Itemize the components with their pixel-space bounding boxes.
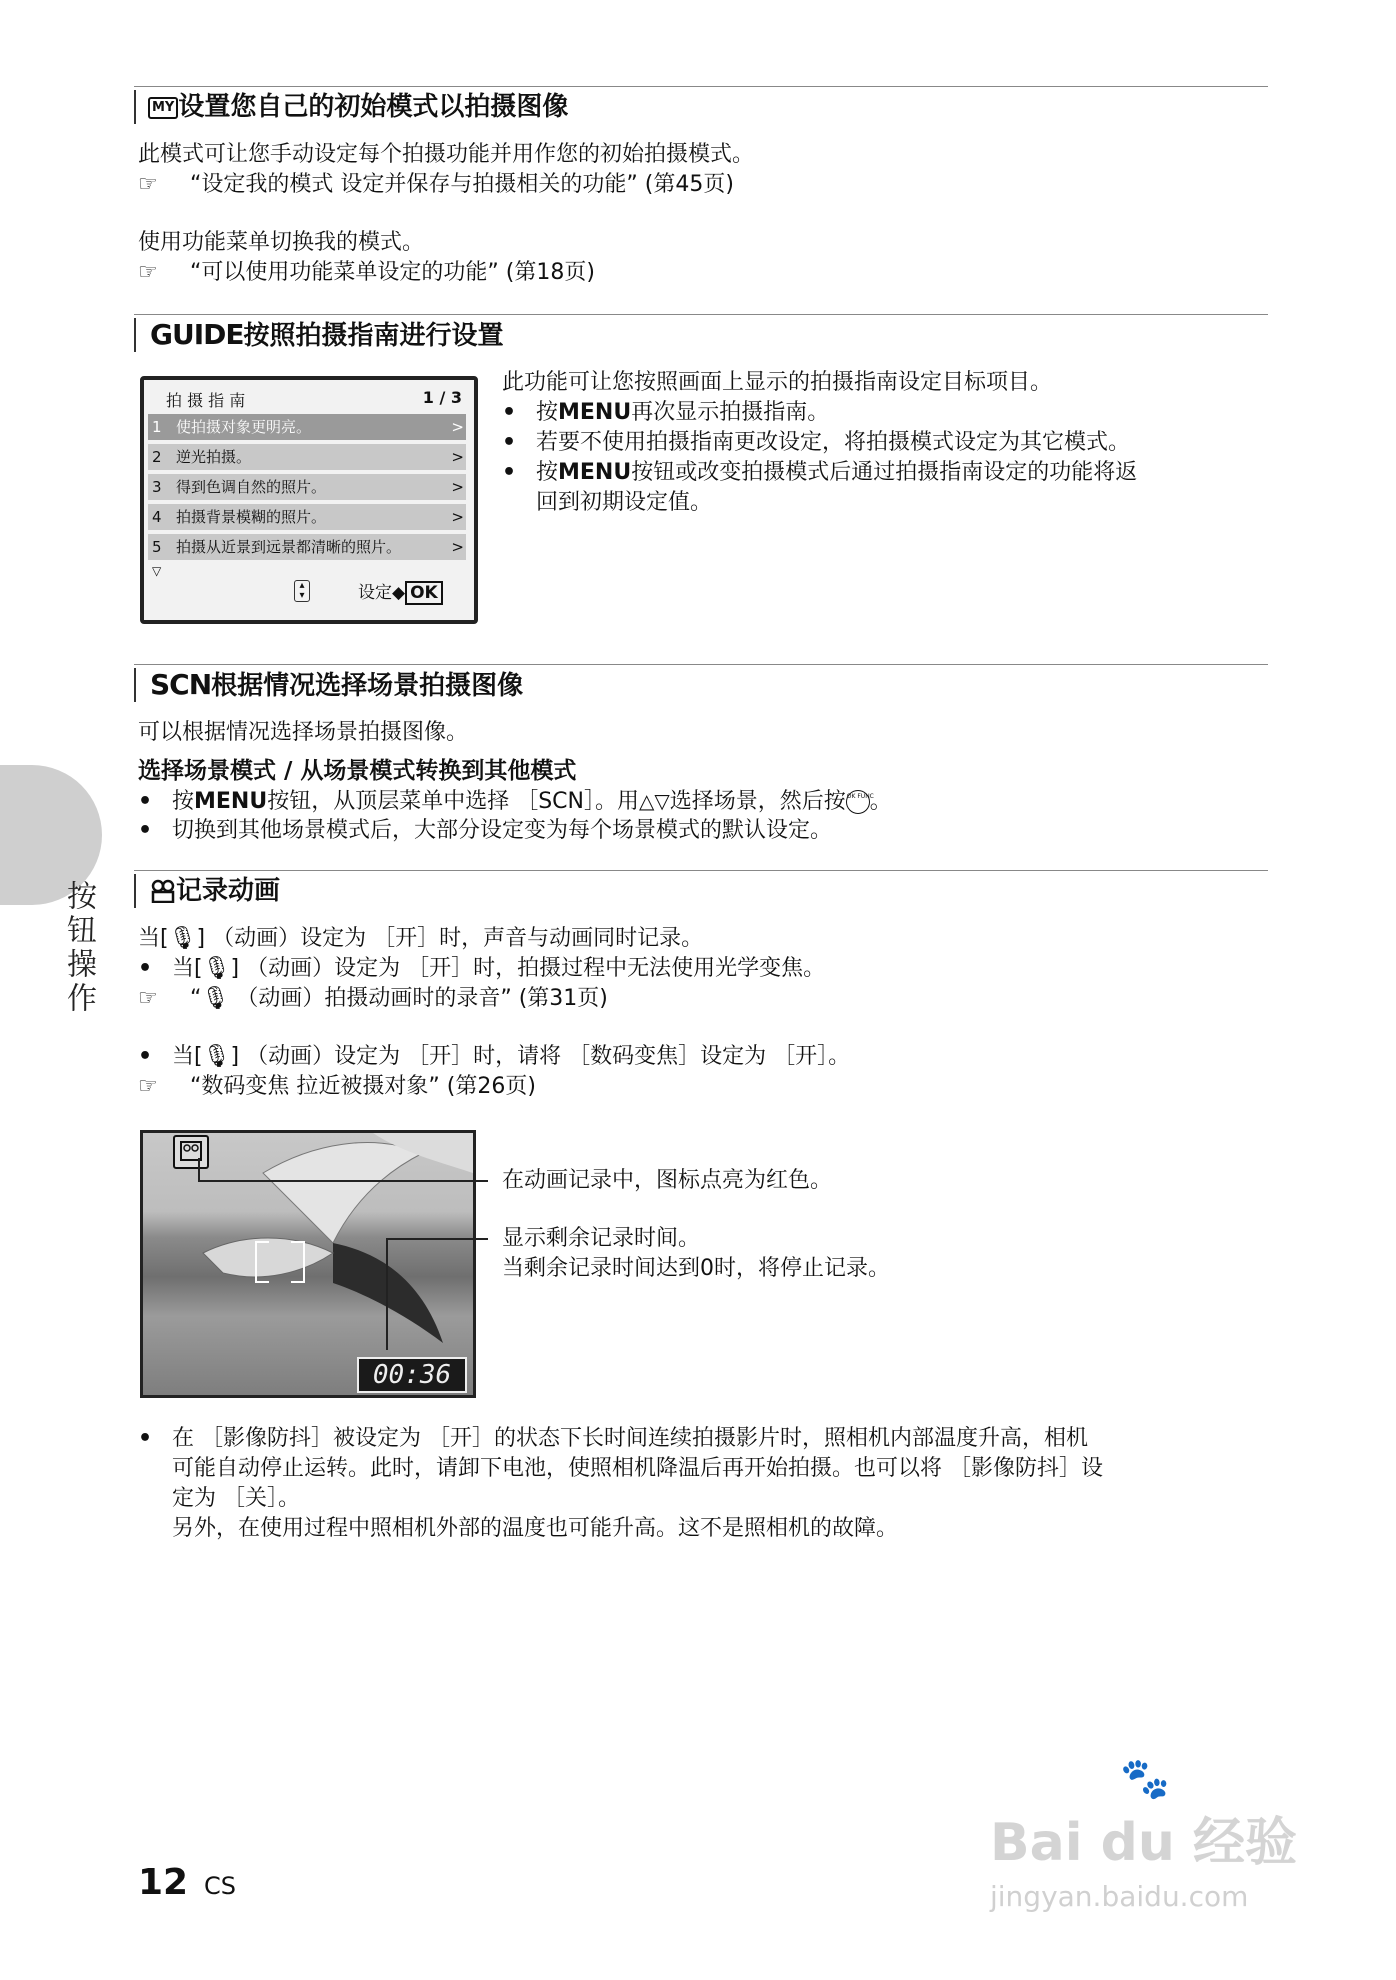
reference-hand-icon: ☞ <box>138 260 158 285</box>
watermark-url: jingyan.baidu.com <box>990 1880 1249 1913</box>
movie-record-icon <box>173 1135 209 1169</box>
section-rule <box>134 314 1268 315</box>
menu-key-label: MENU <box>194 789 268 814</box>
side-tab-label: 按钮操作 <box>61 880 96 1016</box>
guide-item-3[interactable]: 3 得到色调自然的照片。 > <box>148 474 466 500</box>
movie-callout-2a: 显示剩余记录时间。 <box>502 1226 701 1251</box>
scn-subhead: 选择场景模式 / 从场景模式转换到其他模式 <box>138 758 577 784</box>
reference-hand-icon: ☞ <box>138 172 158 197</box>
scn-bullet-1: • 按MENU按钮，从顶层菜单中选择 ［SCN］。用△▽选择场景，然后按OK FUNC。 <box>138 789 892 814</box>
page-number: 12 <box>138 1862 189 1903</box>
ok-func-button-icon: OK FUNC <box>846 790 870 814</box>
callout-line <box>386 1238 388 1350</box>
movie-note-bullet: • 在 ［影像防抖］被设定为 ［开］的状态下长时间连续拍摄影片时，照相机内部温度升高，相机 <box>138 1426 1088 1451</box>
scn-title: 根据情况选择场景拍摄图像 <box>211 671 524 701</box>
chevron-right-icon: > <box>451 508 464 526</box>
menu-key-label: MENU <box>558 400 632 425</box>
movie-note-line-4: 另外，在使用过程中照相机外部的温度也可能升高。这不是照相机的故障。 <box>172 1516 899 1541</box>
mymode-ref2[interactable]: ☞ “可以使用功能菜单设定的功能” (第18页) <box>138 258 595 288</box>
movie-header <box>150 874 280 908</box>
my-mode-icon: MY <box>148 97 178 119</box>
guide-item-1[interactable]: 1 使拍摄对象更明亮。 > <box>148 414 466 440</box>
movie-note-line-3: 定为 ［关］。 <box>172 1486 300 1511</box>
movie-callout-2b: 当剩余记录时间达到0时，将停止记录。 <box>502 1256 890 1281</box>
reference-hand-icon: ☞ <box>138 1074 158 1099</box>
section-bar <box>134 874 136 908</box>
up-down-icon: ▴ ▾ <box>294 580 310 602</box>
guide-bullet-3-cont: 回到初期设定值。 <box>536 490 713 515</box>
guide-screen <box>140 376 478 624</box>
movie-note-line-2: 可能自动停止运转。此时，请卸下电池，使照相机降温后再开始拍摄。也可以将 ［影像防抖］设 <box>172 1456 1103 1481</box>
ok-button-icon: OK <box>405 581 443 605</box>
remaining-time-display: 00:36 <box>357 1357 467 1393</box>
movie-bullet-2: • 当[🎙] （动画）设定为 ［开］时，请将 ［数码变焦］设定为 ［开］。 <box>138 1044 851 1069</box>
mymode-title: 设置您自己的初始模式以拍摄图像 <box>178 92 569 122</box>
watermark-brand: Bai du 经验 <box>990 1813 1297 1873</box>
section-bar <box>134 90 136 124</box>
section-rule <box>134 86 1268 87</box>
callout-line <box>198 1180 488 1182</box>
paw-logo-icon: 🐾 <box>1120 1756 1170 1802</box>
movie-preview-image <box>140 1130 476 1398</box>
guide-item-5[interactable]: 5 拍摄从近景到远景都清晰的照片。 > <box>148 534 466 560</box>
section-rule <box>134 664 1268 665</box>
guide-logo: GUIDE <box>150 318 244 351</box>
movie-bullet-1: • 当[🎙] （动画）设定为 ［开］时，拍摄过程中无法使用光学变焦。 <box>138 956 826 981</box>
section-bar <box>134 668 136 702</box>
guide-bullet-3: • 按MENU按钮或改变拍摄模式后通过拍摄指南设定的功能将返 <box>502 460 1138 485</box>
chevron-right-icon: > <box>451 538 464 556</box>
scn-logo: SCN <box>150 668 212 701</box>
microphone-icon: 🎙 <box>201 986 230 1011</box>
guide-set-ok: 设定◆ OK <box>358 578 443 603</box>
callout-line <box>198 1158 200 1182</box>
chevron-right-icon: > <box>451 478 464 496</box>
guide-title: 按照拍摄指南进行设置 <box>243 321 504 351</box>
guide-intro: 此功能可让您按照画面上显示的拍摄指南设定目标项目。 <box>502 370 1053 395</box>
language-code: CS <box>204 1872 236 1900</box>
movie-ref1[interactable]: ☞ “🎙 （动画）拍摄动画时的录音” (第31页) <box>138 984 608 1014</box>
movie-ref2[interactable]: ☞ “数码变焦 拉近被摄对象” (第26页) <box>138 1072 536 1102</box>
reference-hand-icon: ☞ <box>138 986 158 1011</box>
scn-p1: 可以根据情况选择场景拍摄图像。 <box>138 720 469 745</box>
guide-bullet-1: • 按MENU再次显示拍摄指南。 <box>502 400 830 425</box>
chevron-right-icon: > <box>451 418 464 436</box>
movie-p1: 当[🎙] （动画）设定为 ［开］时，声音与动画同时记录。 <box>138 926 704 951</box>
guide-screen-page: 1 / 3 <box>422 388 462 407</box>
scn-bullet-2: • 切换到其他场景模式后，大部分设定变为每个场景模式的默认设定。 <box>138 818 833 843</box>
mymode-p1: 此模式可让您手动设定每个拍摄功能并用作您的初始拍摄模式。 <box>138 142 755 167</box>
up-down-arrow-icon: △▽ <box>639 789 670 813</box>
movie-camera-icon <box>150 878 176 902</box>
arrow-icon: ◆ <box>392 583 406 603</box>
movie-title: 记录动画 <box>176 876 281 906</box>
guide-bullet-2: • 若要不使用拍摄指南更改设定，将拍摄模式设定为其它模式。 <box>502 430 1131 455</box>
mymode-header <box>148 90 568 124</box>
af-frame-left <box>255 1241 269 1283</box>
microphone-icon: 🎙 <box>202 1044 231 1069</box>
mymode-ref1[interactable]: ☞ “设定我的模式 设定并保存与拍摄相关的功能” (第45页) <box>138 170 734 200</box>
mymode-p2: 使用功能菜单切换我的模式。 <box>138 230 425 255</box>
guide-screen-title: 拍 摄 指 南 <box>166 391 246 410</box>
callout-line <box>386 1238 488 1240</box>
guide-header <box>150 318 504 353</box>
section-bar <box>134 318 136 352</box>
af-frame-right <box>291 1241 305 1283</box>
microphone-icon: 🎙 <box>168 926 197 951</box>
guide-item-2[interactable]: 2 逆光拍摄。 > <box>148 444 466 470</box>
scn-header <box>150 668 523 703</box>
microphone-icon: 🎙 <box>202 956 231 981</box>
guide-item-4[interactable]: 4 拍摄背景模糊的照片。 > <box>148 504 466 530</box>
seagull-photo <box>143 1133 473 1395</box>
movie-callout-1: 在动画记录中，图标点亮为红色。 <box>502 1168 833 1193</box>
menu-key-label: MENU <box>558 460 632 485</box>
section-rule <box>134 870 1268 871</box>
chevron-right-icon: > <box>451 448 464 466</box>
scroll-down-icon: ▽ <box>152 564 162 578</box>
